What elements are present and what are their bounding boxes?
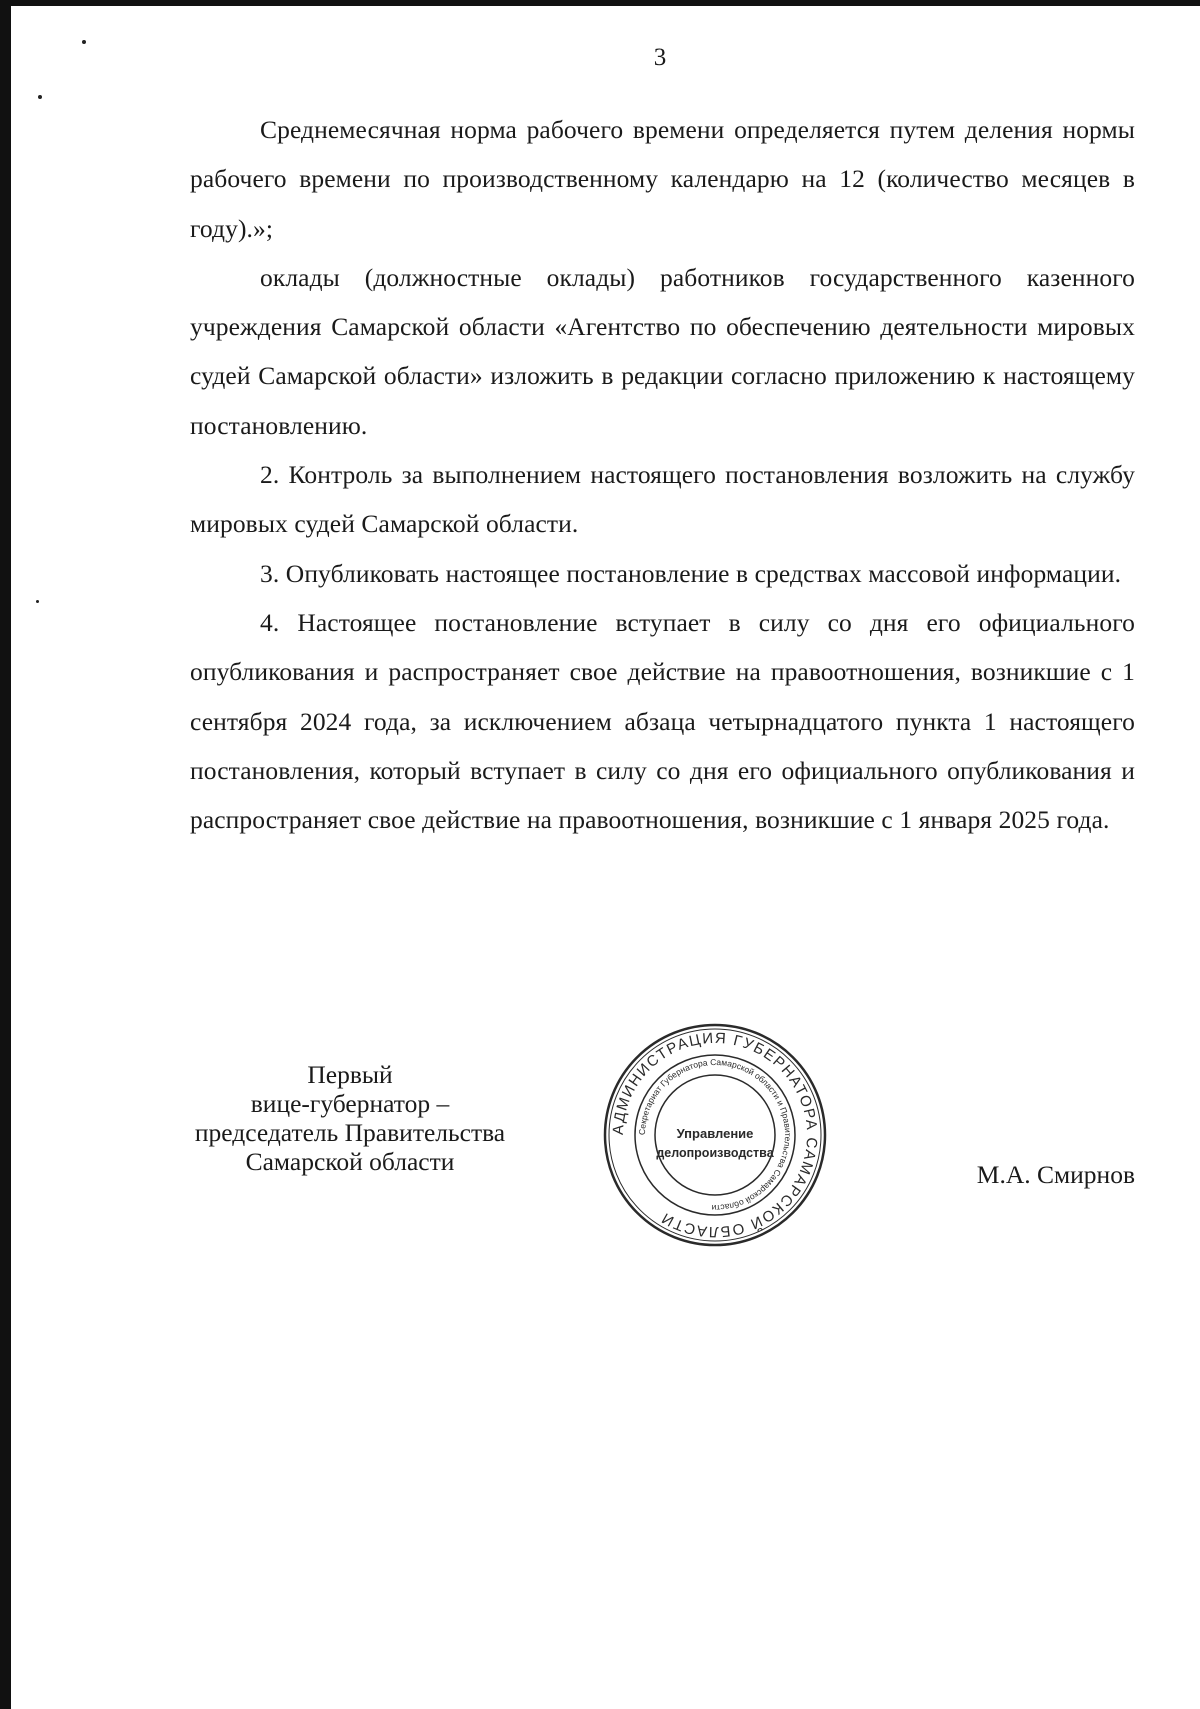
scan-border-left	[0, 0, 11, 1709]
signatory-position-line: Самарской области	[245, 1147, 455, 1176]
paragraph-salaries: оклады (должностные оклады) работников государственного казенного учреждения Самарской области «Агентство по обеспечению деятельности мировых судей Самарской области» изложить в редакции согласно приложению к настоящему постановлению.	[190, 262, 1135, 440]
scan-speck	[36, 600, 39, 603]
paragraph-working-time-norm: Среднемесячная норма рабочего времени определяется путем деления нормы рабочего времени по производственному календарю на 12 (количество месяцев в году).»;	[190, 115, 1135, 243]
signatory-position-line: председатель Правительства	[194, 1118, 506, 1147]
signatory-position	[150, 1060, 550, 1176]
stamp-center-line-2: делопроизводства	[656, 1146, 774, 1160]
page-number: 3	[653, 44, 667, 71]
signatory-name: М.А. Смирнов	[976, 1160, 1135, 1189]
stamp-outer-text: АДМИНИСТРАЦИЯ ГУБЕРНАТОРА САМАРСКОЙ ОБЛАСТИ	[609, 1029, 821, 1241]
official-stamp	[600, 1020, 830, 1250]
scan-speck	[38, 95, 42, 99]
stamp-inner-text: Секретариат Губернатора Самарской области и Правительства Самарской области	[636, 1056, 794, 1214]
paragraph-publication: 3. Опубликовать настоящее постановление в средствах массовой информации.	[260, 558, 1122, 588]
document-body	[190, 105, 1135, 844]
paragraph-control: 2. Контроль за выполнением настоящего постановления возложить на службу мировых судей Самарской области.	[190, 460, 1135, 539]
signatory-position-line: Первый	[307, 1060, 393, 1089]
signatory-position-line: вице-губернатор –	[250, 1089, 450, 1118]
stamp-center-line-1: Управление	[676, 1126, 754, 1141]
paragraph-entry-into-force: 4. Настоящее постановление вступает в силу со дня его официального опубликования и распространяет свое действие на правоотношения, возникшие с 1 сентября 2024 года, за исключением абзаца четырнадцатого пункта 1 настоящего постановления, который вступает в силу со дня его официального опубликования и распространяет свое действие на правоотношения, возникшие с 1 января 2025 года.	[190, 607, 1135, 835]
scan-border-top	[0, 0, 1200, 6]
